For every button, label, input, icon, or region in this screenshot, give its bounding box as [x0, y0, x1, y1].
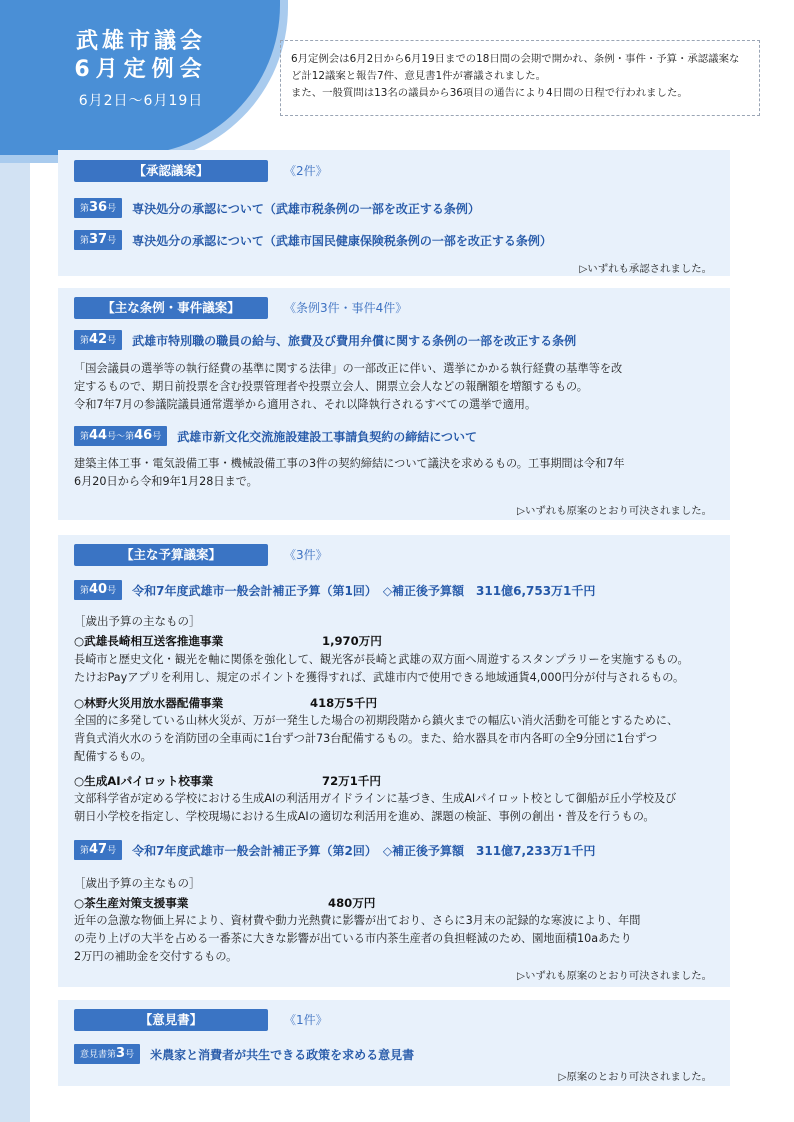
budget-result: ▷いずれも原案のとおり可決されました。 [516, 970, 712, 982]
bill-36 [74, 198, 480, 218]
bill-44-46 [74, 426, 477, 446]
intro-box [280, 40, 760, 116]
opinion-section [58, 1000, 730, 1086]
bill-number-badge: 第44号～第46号 [74, 426, 167, 446]
intro-line2: ど計12議案と報告7件、意見書1件が審議されました。 [291, 70, 547, 82]
approval-result: ▷いずれも承認されました。 [579, 263, 712, 275]
project-amount: 1,970万円 [322, 634, 382, 648]
intro-line1: 6月定例会は6月2日から6月19日までの18日間の会期で開かれ、条例・事件・予算・承認議案な [291, 53, 740, 65]
bill-40 [74, 580, 595, 600]
approval-count: 《2件》 [284, 164, 328, 178]
bill-37 [74, 230, 552, 250]
page-title [46, 28, 236, 110]
opinion-heading: 【意見書】 [74, 1009, 268, 1031]
project-name: ○生成AIパイロット校事業 72万1千円 [74, 774, 381, 788]
opinion-result: ▷原案のとおり可決されました。 [558, 1071, 712, 1083]
budget-heading: 【主な予算議案】 [74, 544, 268, 566]
project-description: 近年の急激な物価上昇により、資材費や動力光熱費に影響が出ており、さらに3月末の記録的な寒波により、年間 の売り上げの大半を占める一番茶に大きな影響が出ている市内茶生産者の負担軽減のため、園地面積10aあたり 2万円の補助金を交付するもの。 [74, 914, 641, 963]
bill-47 [74, 840, 595, 860]
project-amount: 418万5千円 [310, 696, 378, 710]
bill-title: 武雄市特別職の職員の給与、旅費及び費用弁償に関する条例の一部を改正する条例 [132, 333, 577, 348]
opinion-count: 《1件》 [284, 1013, 328, 1027]
bill-42-description: 「国会議員の選挙等の執行経費の基準に関する法律」の一部改正に伴い、選挙にかかる執行経費の基準等を改 定するもので、期日前投票を含む投票管理者や投票立会人、開票立会人などの報酬額を増額するもの。 令和7年7月の参議院議員通常選挙から適用され、それ以降執行されるすべての選挙で適用。 [74, 362, 623, 411]
opinion-title: 米農家と消費者が共生できる政策を求める意見書 [150, 1047, 415, 1062]
project-name: ○茶生産対策支援事業 480万円 [74, 896, 376, 910]
project-description: 全国的に多発している山林火災が、万が一発生した場合の初期段階から鎮火までの幅広い消火活動を可能とするために、 背負式消火水のうを消防団の全車両に1台ずつ計73台配備するもの。また、給水器具を市内各町の全9分団に1台ずつ 配備するもの。 [74, 714, 679, 763]
bill-title: 専決処分の承認について（武雄市国民健康保険税条例の一部を改正する条例） [132, 233, 552, 248]
budget-count: 《3件》 [284, 548, 328, 562]
session-dates: 6月2日～6月19日 [78, 93, 204, 109]
page-edge [0, 0, 30, 1122]
bill-title: 令和7年度武雄市一般会計補正予算（第1回） ◇補正後予算額 311億6,753万1千円 [132, 583, 596, 598]
ordinance-heading: 【主な条例・事件議案】 [74, 297, 268, 319]
bill-42 [74, 330, 576, 350]
bill-44-46-description: 建築主体工事・電気設備工事・機械設備工事の3件の契約締結について議決を求めるもの。工事期間は令和7年 6月20日から令和9年1月28日まで。 [74, 457, 625, 488]
project-description: 長崎市と歴史文化・観光を軸に関係を強化して、観光客が長崎と武雄の双方面へ周遊するスタンプラリーを実施するもの。 たけおPayアプリを利用し、規定のポイントを獲得すれば、武雄市内で使用できる地域通貨4,000円分が付与されるもの。 [74, 653, 689, 684]
bill-number-badge: 第37号 [74, 230, 122, 250]
title-line2: 6月定例会 [74, 57, 208, 82]
bill-number-badge: 第42号 [74, 330, 122, 350]
intro-line3: また、一般質問は13名の議員から36項目の通告により4日間の日程で行われました。 [291, 87, 688, 99]
ordinance-section [58, 288, 730, 520]
bill-number-badge: 第40号 [74, 580, 122, 600]
opinion-3 [74, 1044, 414, 1064]
ordinance-count: 《条例3件・事件4件》 [284, 301, 408, 315]
approval-section [58, 150, 730, 276]
project-name: ○武雄長崎相互送客推進事業 1,970万円 [74, 634, 382, 648]
opinion-number-badge: 意見書第3号 [74, 1044, 140, 1064]
bill-title: 令和7年度武雄市一般会計補正予算（第2回） ◇補正後予算額 311億7,233万1千円 [132, 843, 596, 858]
bill-title: 専決処分の承認について（武雄市税条例の一部を改正する条例） [132, 201, 480, 216]
bill-title: 武雄市新文化交流施設建設工事請負契約の締結について [177, 429, 477, 444]
budget-section [58, 535, 730, 987]
ordinance-result: ▷いずれも原案のとおり可決されました。 [516, 505, 712, 517]
expenditure-subheading: ［歳出予算の主なもの］ [74, 614, 201, 628]
project-name: ○林野火災用放水器配備事業 418万5千円 [74, 696, 378, 710]
project-amount: 480万円 [328, 896, 376, 910]
approval-heading: 【承認議案】 [74, 160, 268, 182]
bill-number-badge: 第47号 [74, 840, 122, 860]
project-description: 文部科学省が定める学校における生成AIの利活用ガイドラインに基づき、生成AIパイロット校として御船が丘小学校及び 朝日小学校を指定し、学校現場における生成AIの適切な利活用を進め、課題の検証、事例の創出・普及を行うもの。 [74, 792, 677, 823]
project-amount: 72万1千円 [322, 774, 381, 788]
bill-number-badge: 第36号 [74, 198, 122, 218]
title-line1: 武雄市議会 [75, 29, 206, 54]
expenditure-subheading: ［歳出予算の主なもの］ [74, 876, 201, 890]
